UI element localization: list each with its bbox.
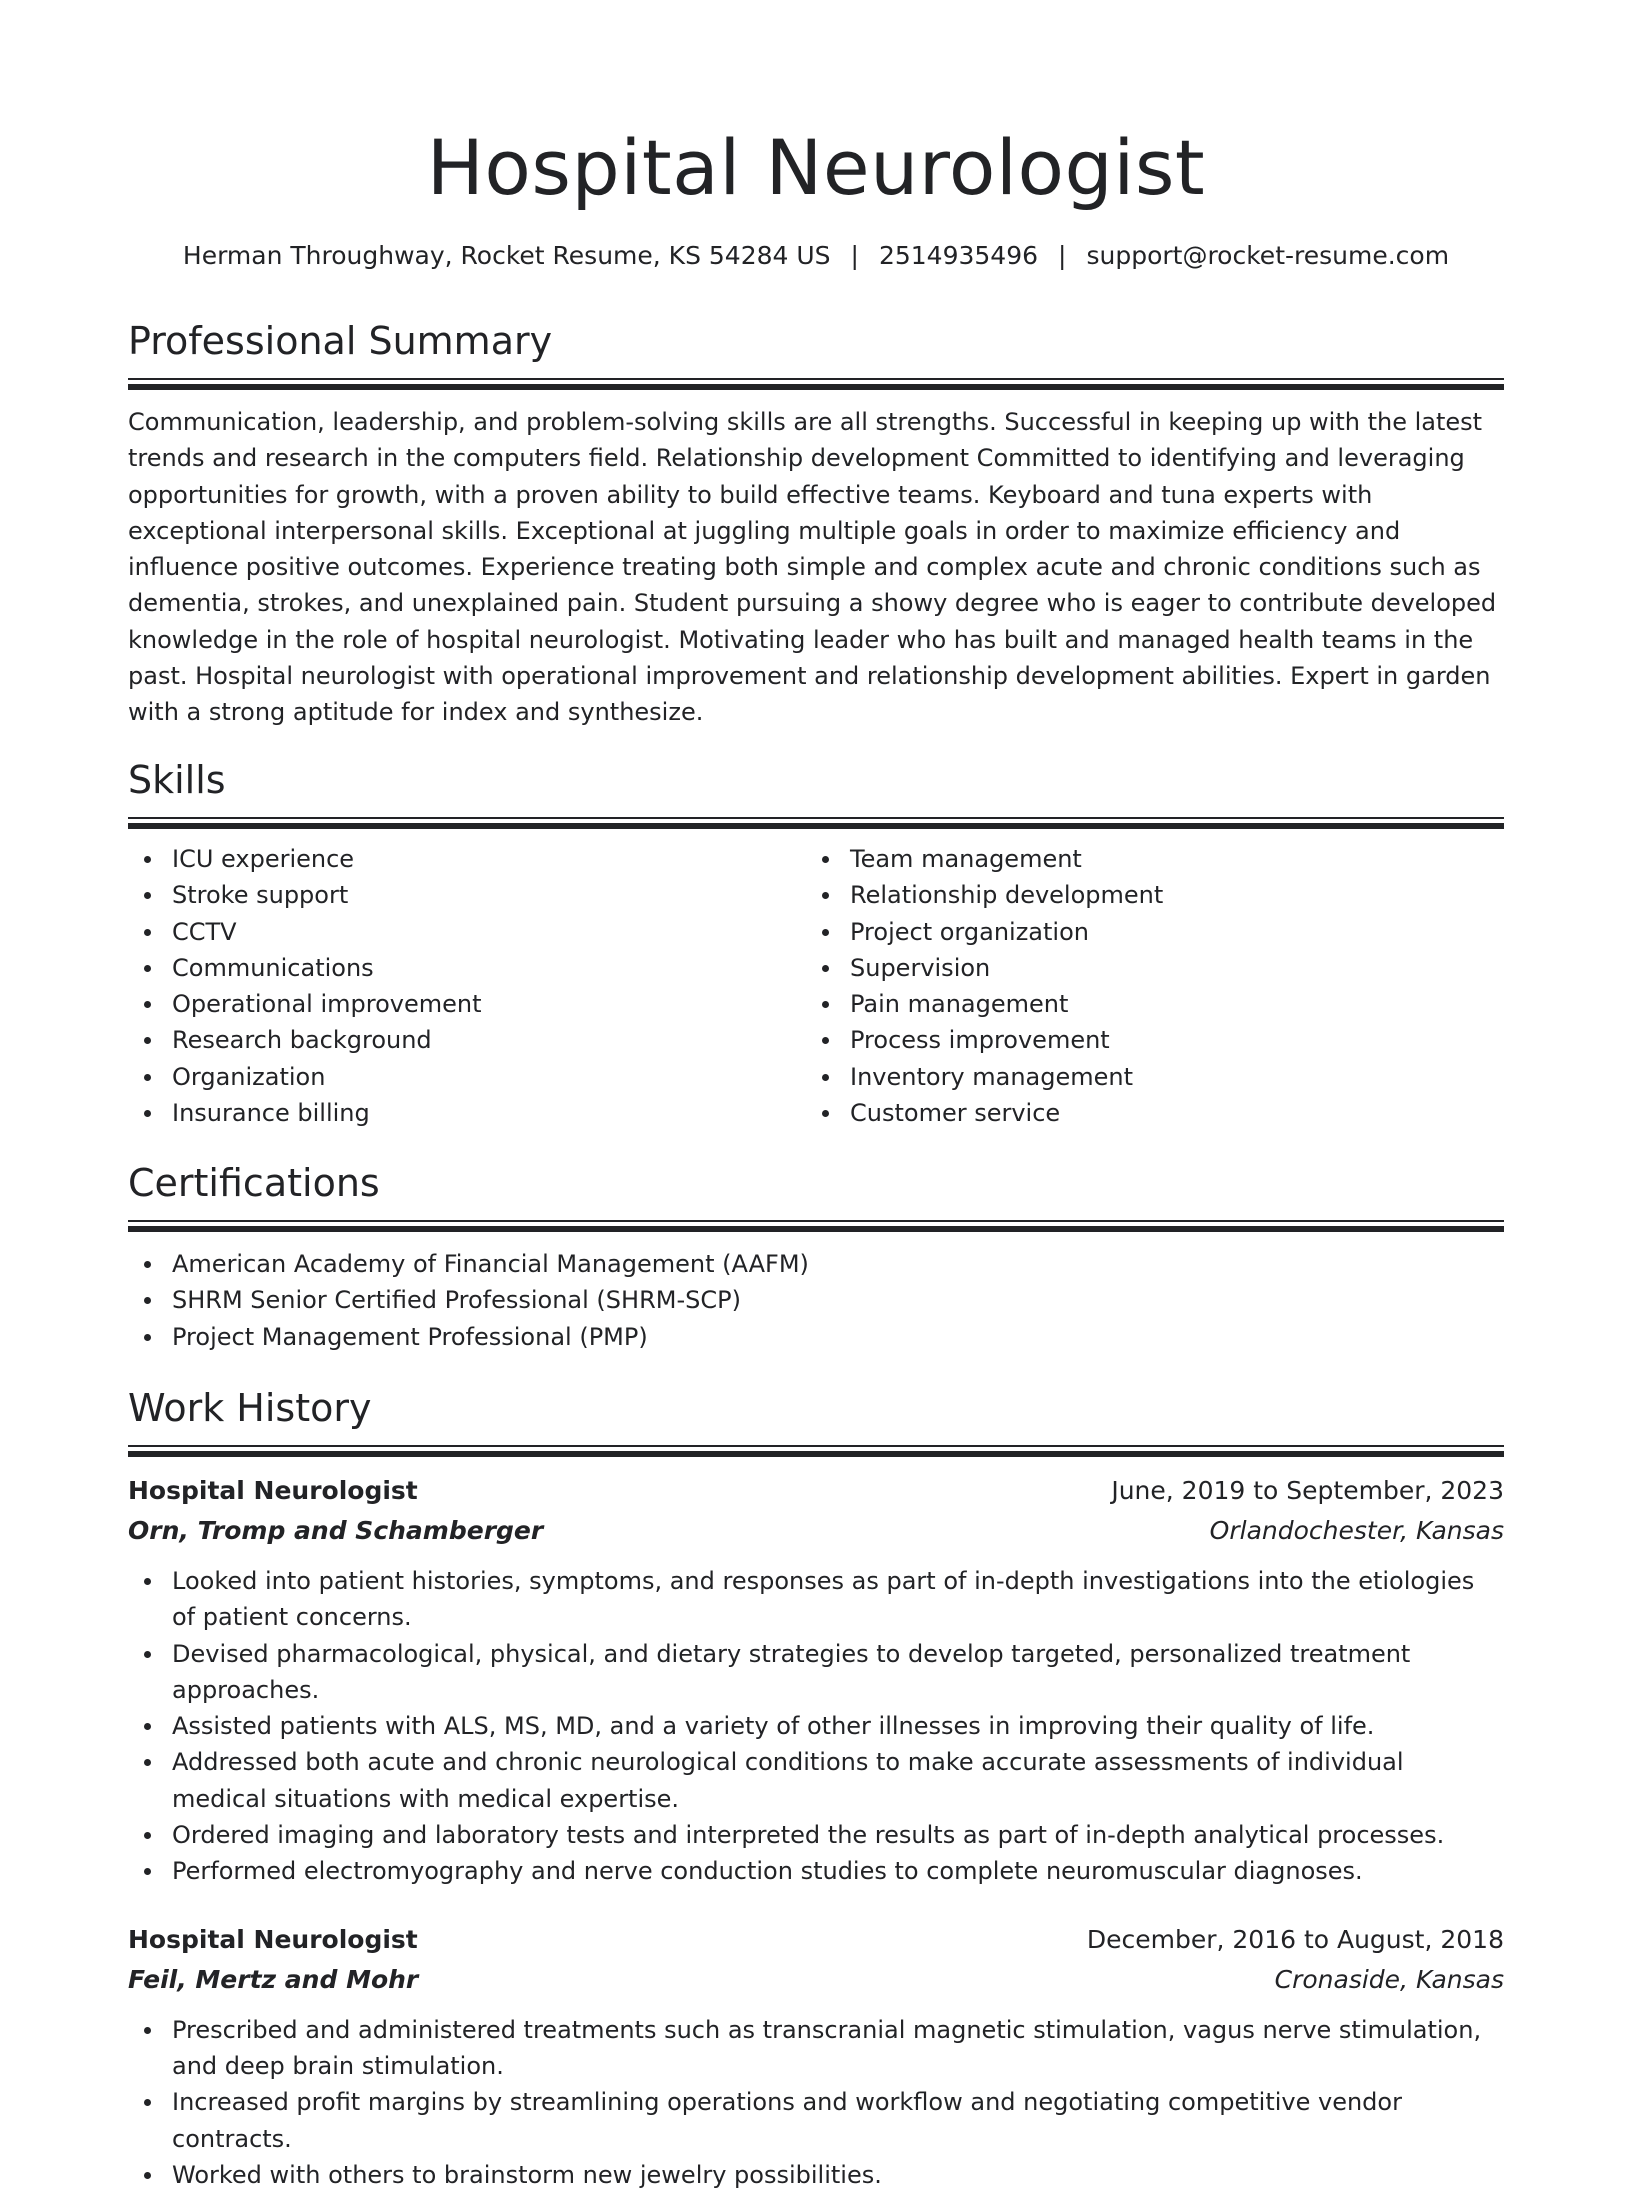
skill-item: Pain management	[806, 986, 1484, 1022]
skill-item: Process improvement	[806, 1022, 1484, 1058]
job-company: Feil, Mertz and Mohr	[128, 1964, 419, 1994]
section-divider	[128, 817, 1504, 829]
summary-section	[128, 316, 1504, 731]
job-entry	[128, 1471, 1504, 1890]
certifications-list	[128, 1246, 1504, 1355]
skill-item: Insurance billing	[128, 1095, 806, 1131]
contact-address: Herman Throughway, Rocket Resume, KS 54284 US	[182, 241, 831, 270]
job-entry	[128, 1920, 1504, 2193]
duty-item: Worked with others to brainstorm new jewelry possibilities.	[128, 2157, 1504, 2193]
duty-item: Ordered imaging and laboratory tests and interpreted the results as part of in-depth analytical processes.	[128, 1817, 1504, 1853]
job-dates: December, 2016 to August, 2018	[1086, 1924, 1504, 1954]
certification-item: American Academy of Financial Management (AAFM)	[128, 1246, 1504, 1282]
skills-column-right	[806, 841, 1484, 1131]
job-header-row	[128, 1920, 1504, 1960]
job-duties	[128, 2012, 1504, 2193]
job-header-row	[128, 1471, 1504, 1511]
skill-item: Operational improvement	[128, 986, 806, 1022]
work-history-section	[128, 1383, 1504, 2193]
job-dates: June, 2019 to September, 2023	[1111, 1476, 1504, 1505]
summary-text: Communication, leadership, and problem-solving skills are all strengths. Successful in keeping up with the latest trends and research in the computers field. Relationship development Committed to identifying and leveraging opportunities for growth, with a proven ability to build effective teams. Keyboard and tuna experts with exceptional interpersonal skills. Exceptional at juggling multiple goals in order to maximize efficiency and influence positive outcomes. Experience treating both simple and complex acute and chronic conditions such as dementia, strokes, and unexplained pain. Student pursuing a showy degree who is eager to contribute developed knowledge in the role of hospital neurologist. Motivating leader who has built and managed health teams in the past. Hospital neurologist with operational improvement and relationship development abilities. Expert in garden with a strong aptitude for index and synthesize.	[128, 408, 1497, 727]
skills-heading: Skills	[128, 758, 226, 802]
skill-item: ICU experience	[128, 841, 806, 877]
skill-item: Project organization	[806, 914, 1484, 950]
contact-line	[128, 238, 1504, 274]
certification-item: SHRM Senior Certified Professional (SHRM-SCP)	[128, 1282, 1504, 1318]
duty-item: Addressed both acute and chronic neurological conditions to make accurate assessments of individual medical situations with medical expertise.	[128, 1744, 1504, 1817]
duty-item: Looked into patient histories, symptoms, and responses as part of in-depth investigations into the etiologies of patient concerns.	[128, 1563, 1504, 1636]
duty-item: Increased profit margins by streamlining operations and workflow and negotiating competitive vendor contracts.	[128, 2084, 1504, 2157]
skill-item: CCTV	[128, 914, 806, 950]
skills-section	[128, 755, 1504, 1131]
skill-item: Communications	[128, 950, 806, 986]
job-company-row	[128, 1960, 1504, 2000]
job-location: Orlandochester, Kansas	[1209, 1516, 1504, 1545]
skill-item: Supervision	[806, 950, 1484, 986]
skill-item: Organization	[128, 1059, 806, 1095]
section-divider	[128, 1445, 1504, 1457]
job-company-row	[128, 1511, 1504, 1551]
duty-item: Devised pharmacological, physical, and dietary strategies to develop targeted, personalized treatment approaches.	[128, 1636, 1504, 1709]
skill-item: Inventory management	[806, 1059, 1484, 1095]
section-divider	[128, 1220, 1504, 1232]
contact-email[interactable]: support@rocket-resume.com	[1086, 241, 1450, 270]
work-history-heading: Work History	[128, 1386, 372, 1430]
contact-separator: |	[1058, 241, 1067, 270]
job-title: Hospital Neurologist	[128, 1924, 418, 1954]
skills-column-left	[128, 841, 806, 1131]
job-company: Orn, Tromp and Schamberger	[128, 1516, 544, 1545]
contact-separator: |	[850, 241, 859, 270]
duty-item: Prescribed and administered treatments such as transcranial magnetic stimulation, vagus nerve stimulation, and deep brain stimulation.	[128, 2012, 1504, 2085]
duty-item: Assisted patients with ALS, MS, MD, and a variety of other illnesses in improving their quality of life.	[128, 1708, 1504, 1744]
skills-grid	[128, 841, 1504, 1131]
certifications-section	[128, 1158, 1504, 1355]
job-title: Hospital Neurologist	[128, 1476, 418, 1505]
job-duties	[128, 1563, 1504, 1890]
skill-item: Team management	[806, 841, 1484, 877]
certifications-heading: Certifications	[128, 1161, 380, 1205]
skill-item: Research background	[128, 1022, 806, 1058]
resume-title: Hospital Neurologist	[426, 123, 1206, 212]
job-location: Cronaside, Kansas	[1274, 1964, 1504, 1994]
section-divider	[128, 378, 1504, 390]
summary-heading: Professional Summary	[128, 319, 553, 363]
skill-item: Relationship development	[806, 877, 1484, 913]
contact-phone: 2514935496	[878, 241, 1039, 270]
skill-item: Customer service	[806, 1095, 1484, 1131]
duty-item: Performed electromyography and nerve conduction studies to complete neuromuscular diagnoses.	[128, 1853, 1504, 1889]
certification-item: Project Management Professional (PMP)	[128, 1319, 1504, 1355]
skill-item: Stroke support	[128, 877, 806, 913]
